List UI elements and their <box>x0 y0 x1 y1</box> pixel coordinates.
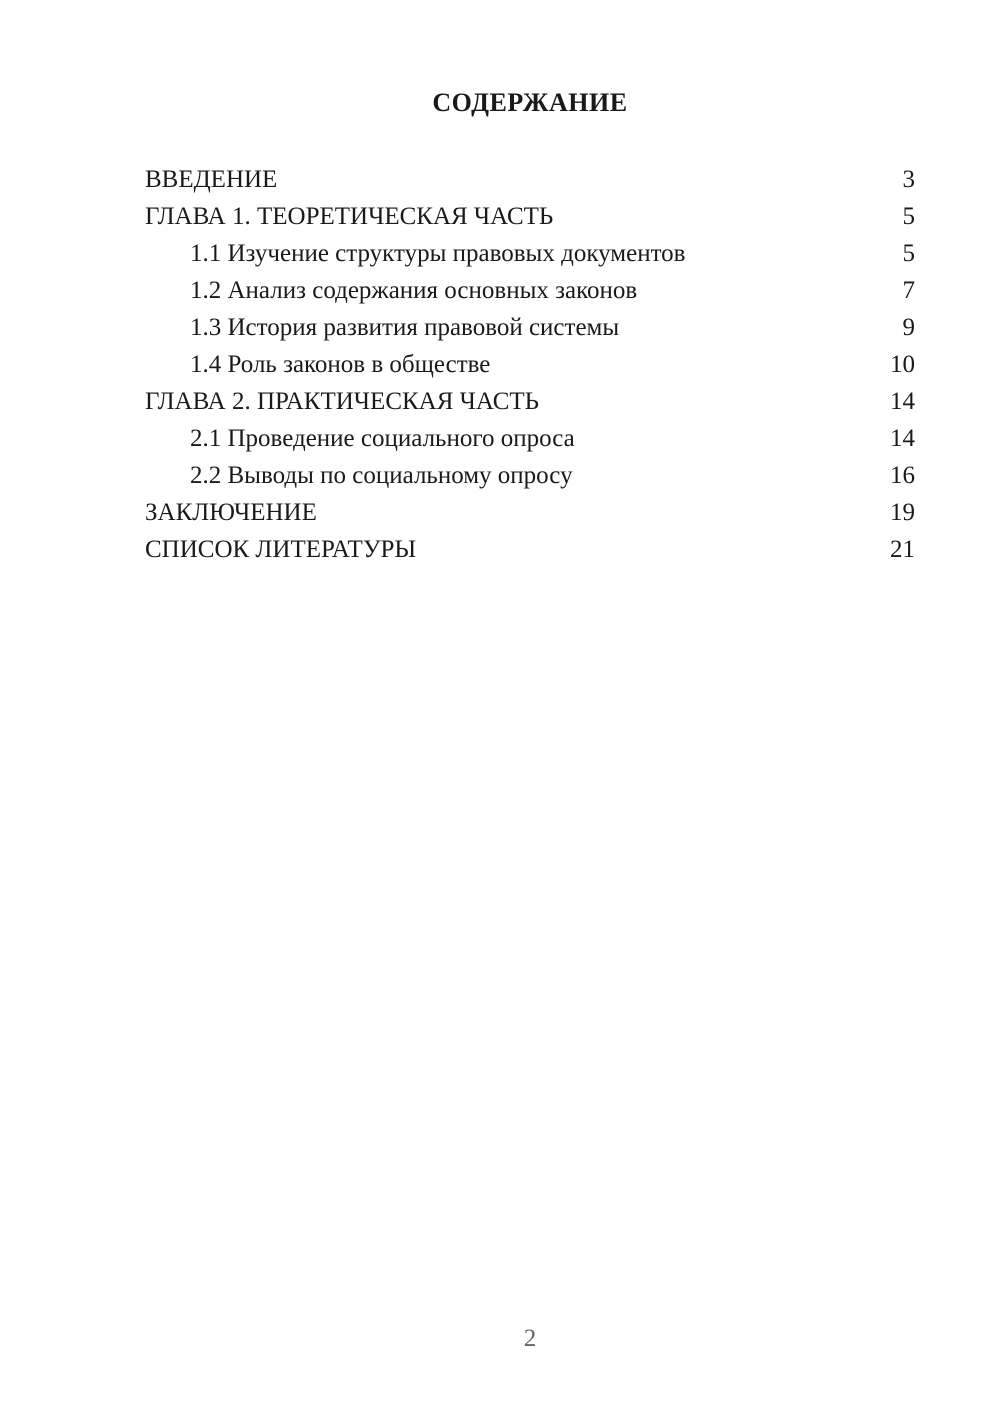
toc-entry <box>145 198 915 235</box>
toc-entry-page: 19 <box>890 499 915 526</box>
toc-entry-label: 1.4 Роль законов в обществе <box>190 351 491 378</box>
toc-entry-page: 21 <box>890 536 915 563</box>
toc-entry-label: 1.2 Анализ содержания основных законов <box>190 277 638 304</box>
toc-entry-page: 9 <box>902 314 915 341</box>
toc-entry <box>145 309 915 346</box>
toc-entry <box>145 531 915 568</box>
toc-entry <box>145 420 915 457</box>
toc-entry-label: 1.3 История развития правовой системы <box>190 314 620 341</box>
toc-entry <box>145 346 915 383</box>
toc-entry-page: 10 <box>890 351 915 378</box>
toc-entry <box>145 272 915 309</box>
toc-entry-label: ГЛАВА 2. ПРАКТИЧЕСКАЯ ЧАСТЬ <box>145 388 540 415</box>
toc-entry-page: 7 <box>902 277 915 304</box>
toc-entry-label: 2.1 Проведение социального опроса <box>190 425 575 452</box>
toc-entry-label: ВВЕДЕНИЕ <box>145 166 278 193</box>
toc-entry <box>145 235 915 272</box>
toc-entry <box>145 494 915 531</box>
toc-entry-label: ГЛАВА 1. ТЕОРЕТИЧЕСКАЯ ЧАСТЬ <box>145 203 554 230</box>
toc-entry-page: 5 <box>902 240 915 267</box>
toc-entry-label: СПИСОК ЛИТЕРАТУРЫ <box>145 536 417 563</box>
toc-entry-label: 2.2 Выводы по социальному опросу <box>190 462 573 489</box>
page-number: 2 <box>523 1325 537 1352</box>
toc-entry <box>145 457 915 494</box>
toc-list <box>145 161 915 568</box>
toc-entry-page: 5 <box>902 203 915 230</box>
toc-entry-page: 3 <box>902 166 915 193</box>
toc-entry-page: 14 <box>890 425 915 452</box>
toc-entry-label: ЗАКЛЮЧЕНИЕ <box>145 499 317 526</box>
toc-entry <box>145 161 915 198</box>
toc-entry-label: 1.1 Изучение структуры правовых документов <box>190 240 686 267</box>
document-content <box>145 0 915 568</box>
toc-entry-page: 14 <box>890 388 915 415</box>
toc-entry-page: 16 <box>890 462 915 489</box>
toc-entry <box>145 383 915 420</box>
toc-title: СОДЕРЖАНИЕ <box>432 88 628 117</box>
